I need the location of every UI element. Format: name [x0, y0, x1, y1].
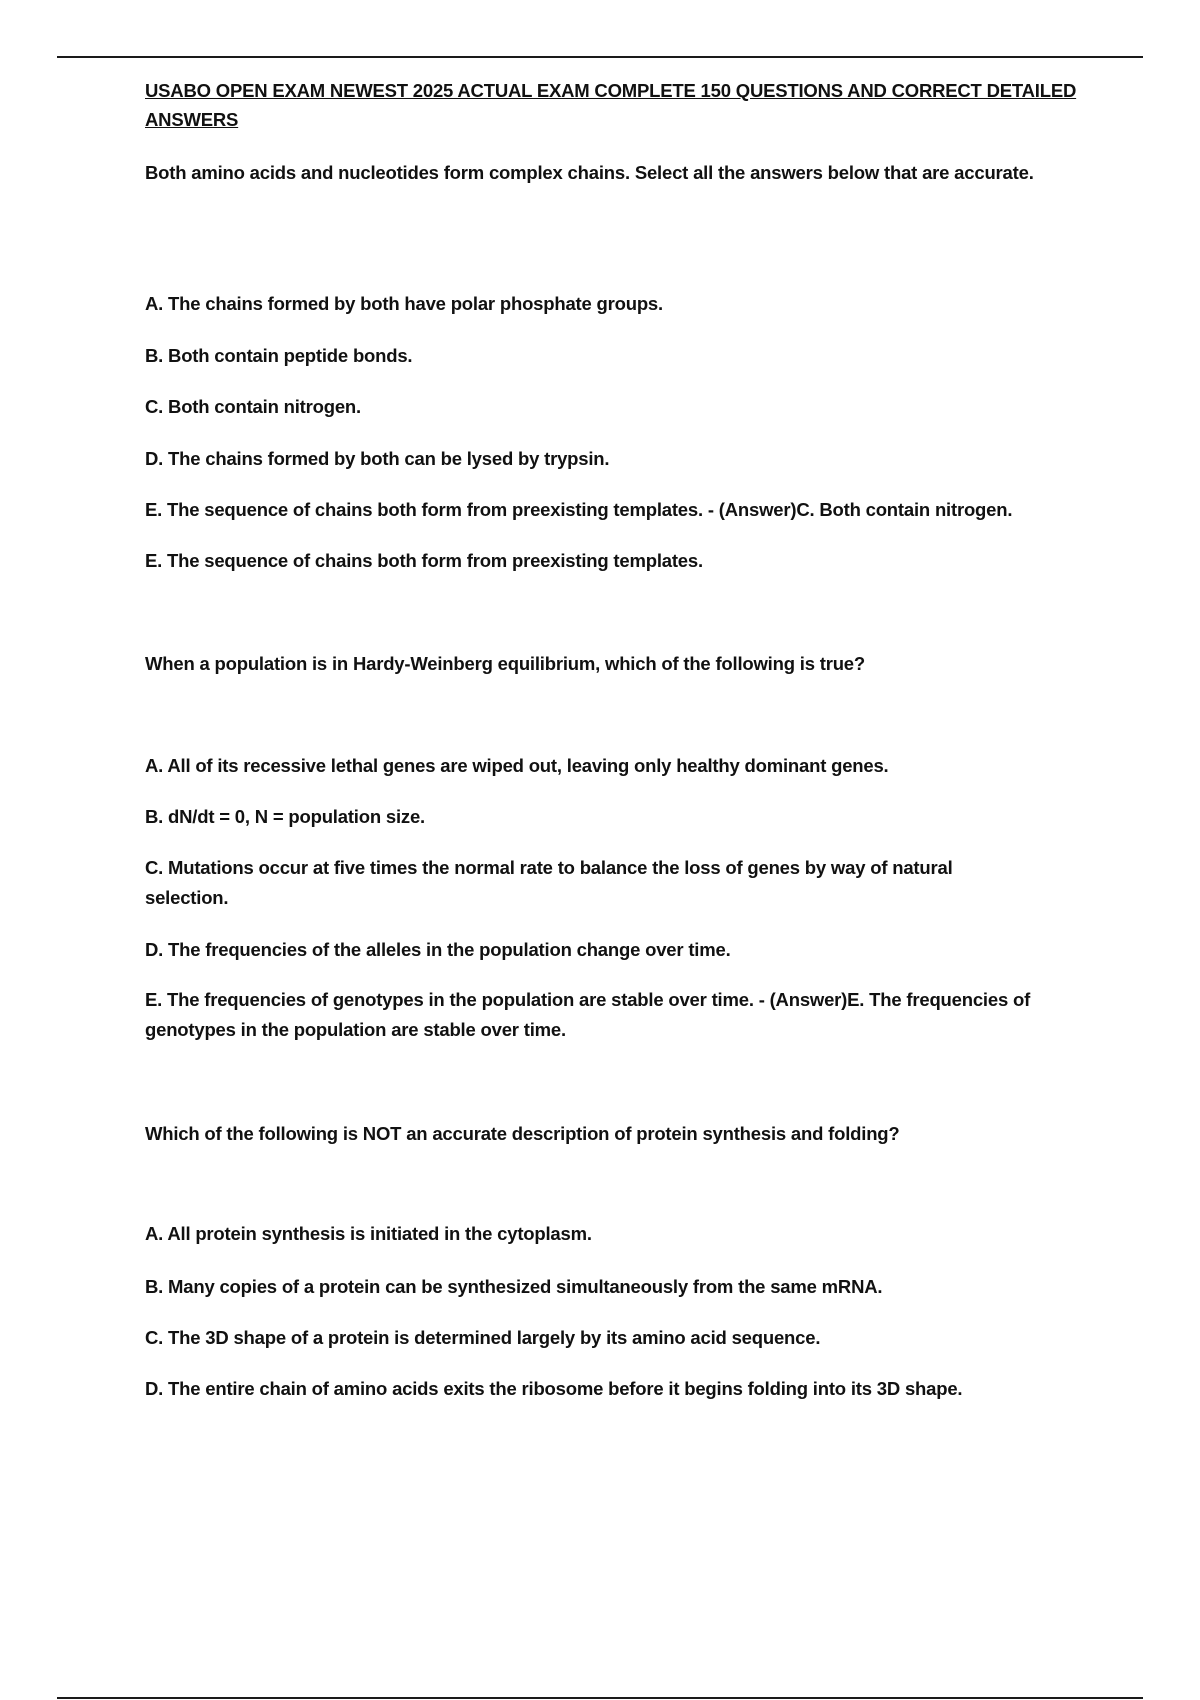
document-title: USABO OPEN EXAM NEWEST 2025 ACTUAL EXAM COMPLETE 150 QUESTIONS AND CORRECT DETAILED ANSWERS: [145, 80, 1077, 130]
question-3-option-a: A. All protein synthesis is initiated in the cytoplasm.: [145, 1223, 592, 1244]
question-2-option-c: C. Mutations occur at five times the normal rate to balance the loss of genes by way of natural selection.: [145, 857, 953, 908]
question-3-option-c: C. The 3D shape of a protein is determined largely by its amino acid sequence.: [145, 1327, 821, 1348]
question-1-option-a: A. The chains formed by both have polar phosphate groups.: [145, 293, 663, 314]
question-3-option-d: D. The entire chain of amino acids exits the ribosome before it begins folding into its 3D shape.: [145, 1378, 963, 1399]
question-1-option-c: C. Both contain nitrogen.: [145, 396, 361, 417]
question-2-option-e-answer: E. The frequencies of genotypes in the population are stable over time. - (Answer)E. The frequencies of genotypes in the population are stable over time.: [145, 989, 1031, 1040]
question-2-option-a: A. All of its recessive lethal genes are wiped out, leaving only healthy dominant genes.: [145, 755, 889, 776]
question-2-option-b: B. dN/dt = 0, N = population size.: [145, 806, 425, 827]
question-3-stem: Which of the following is NOT an accurate description of protein synthesis and folding?: [145, 1123, 900, 1144]
question-1-option-e-answer: E. The sequence of chains both form from preexisting templates. - (Answer)C. Both contain nitrogen.: [145, 499, 1013, 520]
question-1-stem: Both amino acids and nucleotides form complex chains. Select all the answers below that are accurate.: [145, 162, 1034, 183]
question-1-option-d: D. The chains formed by both can be lysed by trypsin.: [145, 448, 610, 469]
question-2-option-d: D. The frequencies of the alleles in the population change over time.: [145, 939, 731, 960]
question-1-option-b: B. Both contain peptide bonds.: [145, 345, 413, 366]
question-3-option-b: B. Many copies of a protein can be synthesized simultaneously from the same mRNA.: [145, 1276, 883, 1297]
bottom-rule: [57, 1697, 1143, 1699]
question-2-stem: When a population is in Hardy-Weinberg equilibrium, which of the following is true?: [145, 653, 865, 674]
question-1-option-e: E. The sequence of chains both form from preexisting templates.: [145, 550, 703, 571]
top-rule: [57, 56, 1143, 58]
